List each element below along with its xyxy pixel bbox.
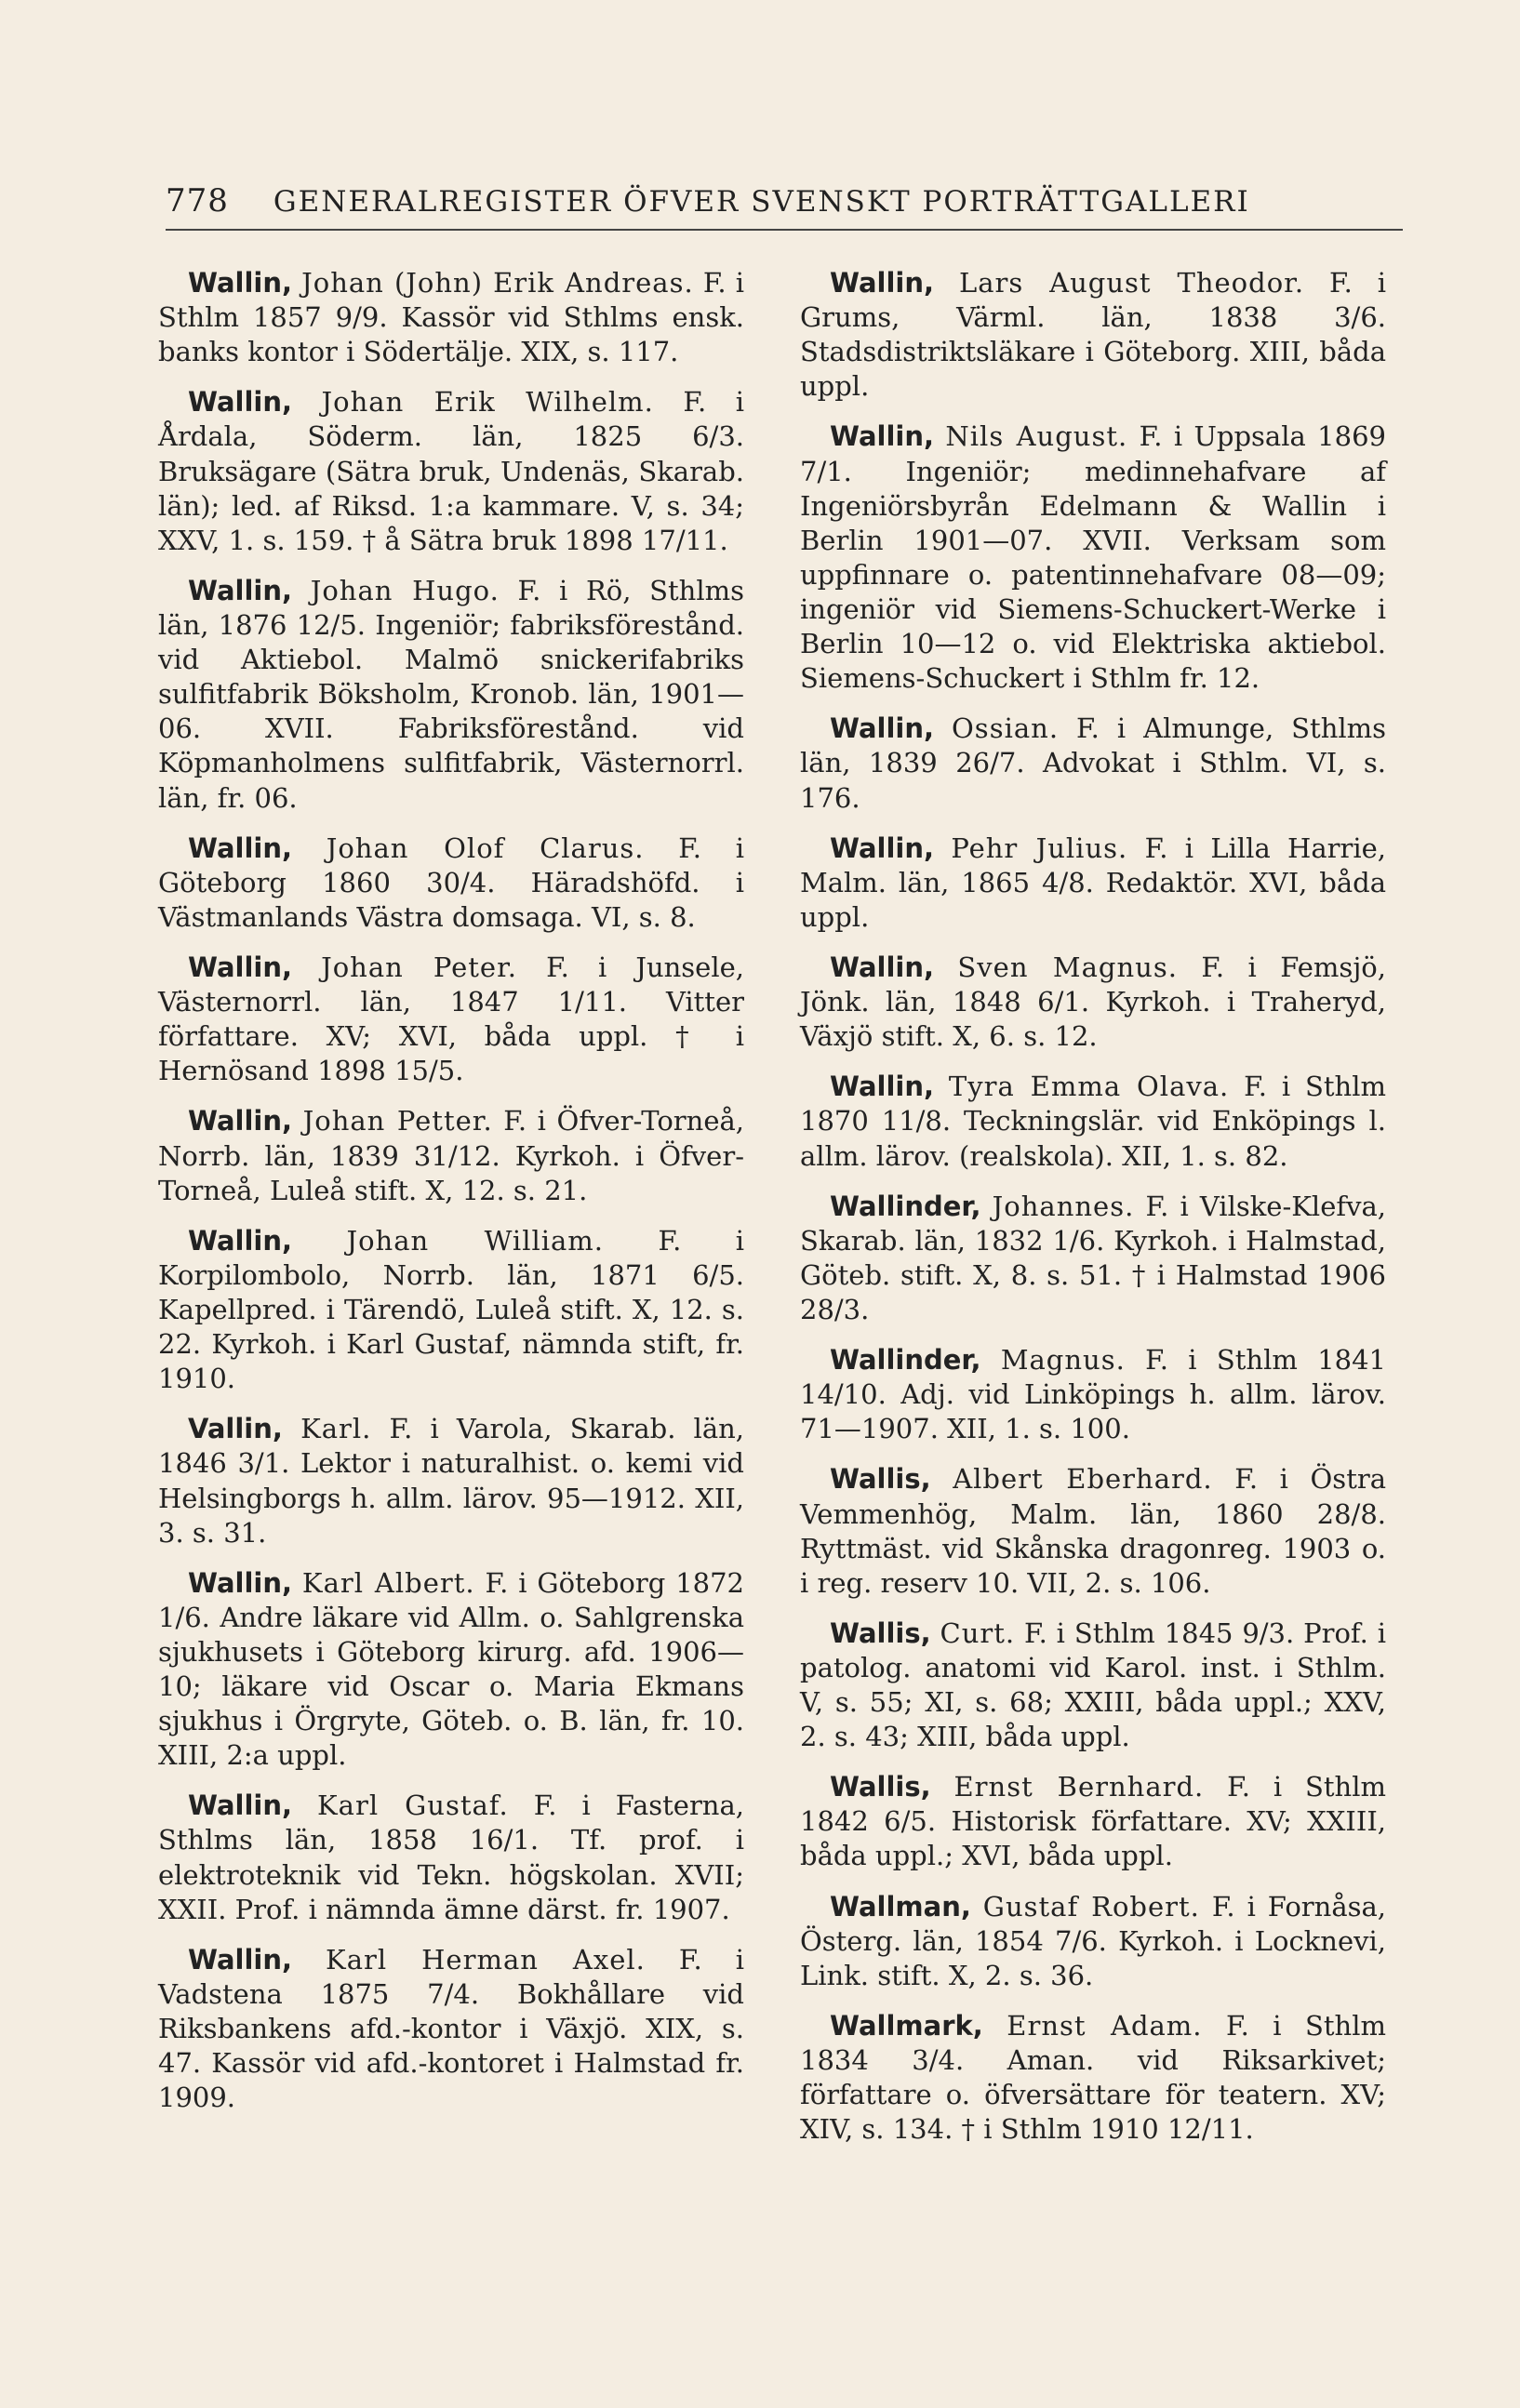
register-entry — [800, 951, 1386, 1054]
entry-details: F. i Lilla Harrie, Malm. län, 1865 4/8. Redaktör. XVI, båda uppl. — [800, 831, 1387, 933]
entry-surname: Vallin, — [188, 1413, 283, 1445]
entry-given-names: Johan Olof Clarus. — [326, 831, 645, 864]
entry-surname: Wallis, — [830, 1771, 931, 1803]
entry-given-names: Pehr Julius. — [951, 831, 1128, 864]
entry-details: F. i Sthlm 1845 9/3. Prof. i patolog. anatomi vid Karol. inst. i Sthlm. V, s. 55; XI, s. 68; XXIII, båda uppl.; XXV, 2. s. 43; XIII, båda uppl. — [800, 1616, 1386, 1753]
register-entry — [800, 831, 1386, 935]
register-entry — [158, 1566, 744, 1774]
entry-details: F. i Almunge, Sthlms län, 1839 26/7. Advokat i Sthlm. VI, s. 176. — [800, 712, 1387, 814]
entry-surname: Wallin, — [188, 831, 293, 864]
register-entry — [800, 419, 1386, 696]
register-entry — [158, 1789, 744, 1926]
entry-surname: Wallin, — [188, 574, 293, 606]
entry-details: F. i Sthlm 1834 3/4. Aman. vid Riksarkivet; författare o. öfversättare för teatern. XV; XIV, s. 134. † i Sthlm 1910 12/11. — [800, 2009, 1387, 2146]
register-entry — [800, 1890, 1386, 1993]
running-title: GENERALREGISTER ÖFVER SVENSKT PORTRÄTTGALLERI — [273, 185, 1250, 219]
register-entry — [800, 1770, 1386, 1873]
register-entry — [158, 266, 744, 369]
page-header — [166, 182, 1403, 231]
entry-details: F. i Göteborg 1872 1/6. Andre läkare vid Allm. o. Sahlgrenska sjukhusets i Göteborg kirurg. afd. 1906—10; läkare vid Oscar o. Maria Ekmans sjukhus i Örgryte, Göteb. o. B. län, fr. 10. XIII, 2:a uppl. — [158, 1566, 744, 1772]
register-entry — [158, 1104, 744, 1207]
entry-surname: Wallin, — [830, 831, 935, 864]
entry-given-names: Curt. — [940, 1616, 1016, 1649]
register-entry — [800, 1190, 1386, 1327]
entry-given-names: Karl Albert. — [301, 1566, 475, 1599]
entry-surname: Wallmark, — [830, 2009, 983, 2042]
register-entry — [158, 574, 744, 816]
entry-details: F. i Sthlm 1841 14/10. Adj. vid Linköpings h. allm. lärov. 71—1907. XII, 1. s. 100. — [800, 1344, 1387, 1445]
entry-surname: Wallin, — [188, 1566, 293, 1599]
entry-details: F. i Sthlm 1842 6/5. Historisk författare. XV; XXIII, båda uppl.; XVI, båda uppl. — [800, 1771, 1387, 1872]
entry-details: F. i Femsjö, Jönk. län, 1848 6/1. Kyrkoh. i Traheryd, Växjö stift. X, 6. s. 12. — [800, 951, 1386, 1053]
entry-given-names: Johan (John) Erik Andreas. — [301, 267, 694, 299]
entry-details: F. i Sthlm 1870 11/8. Teckningslär. vid Enköpings l. allm. lärov. (realskola). XII, 1. s. 82. — [800, 1071, 1386, 1172]
entry-surname: Wallis, — [830, 1616, 931, 1649]
entry-given-names: Albert Eberhard. — [953, 1463, 1213, 1496]
entry-details: F. i Östra Vemmenhög, Malm. län, 1860 28/8. Ryttmäst. vid Skånska dragonreg. 1903 o. i reg. reserv 10. VII, 2. s. 106. — [800, 1463, 1386, 1599]
entry-given-names: Karl Gustaf. — [317, 1789, 509, 1822]
entry-surname: Wallin, — [830, 420, 935, 453]
entry-surname: Wallin, — [830, 951, 935, 983]
entry-surname: Wallin, — [188, 1789, 293, 1822]
entry-given-names: Gustaf Robert. — [982, 1890, 1200, 1922]
entry-given-names: Nils August. — [945, 420, 1128, 453]
entry-details: F. i Varola, Skarab. län, 1846 3/1. Lektor i naturalhist. o. kemi vid Helsingborgs h. allm. lärov. 95—1912. XII, 3. s. 31. — [158, 1413, 745, 1549]
entry-surname: Wallin, — [188, 1105, 293, 1137]
entry-given-names: Johan Peter. — [321, 951, 517, 983]
entry-surname: Wallman, — [830, 1890, 971, 1922]
entry-surname: Wallis, — [830, 1463, 931, 1496]
register-entry — [158, 1943, 744, 2116]
register-entry — [800, 1343, 1386, 1446]
entry-surname: Wallin, — [188, 267, 293, 299]
register-entry — [800, 1462, 1386, 1600]
entry-details: F. i Sthlm 1857 9/9. Kassör vid Sthlms ensk. banks kontor i Södertälje. XIX, s. 117. — [158, 267, 745, 368]
entry-details: F. i Göteborg 1860 30/4. Häradshöfd. i Västmanlands Västra domsaga. VI, s. 8. — [158, 831, 744, 933]
register-entry — [800, 1070, 1386, 1173]
entry-details: F. i Öfver-Torneå, Norrb. län, 1839 31/12. Kyrkoh. i Öfver-Torneå, Luleå stift. X, 12. s. 21. — [158, 1105, 744, 1206]
entry-given-names: Johan William. — [346, 1224, 605, 1257]
entry-surname: Wallin, — [188, 386, 293, 419]
entry-given-names: Karl Herman Axel. — [326, 1943, 646, 1976]
entry-given-names: Johan Erik Wilhelm. — [321, 386, 654, 419]
page-number: 778 — [166, 182, 229, 220]
left-column — [158, 266, 744, 2131]
entry-given-names: Lars August Theodor. — [958, 267, 1305, 299]
entry-details: F. i Vadstena 1875 7/4. Bokhållare vid Riksbankens afd.-kontor i Växjö. XIX, s. 47. Kassör vid afd.-kontoret i Halmstad fr. 1909. — [158, 1943, 745, 2114]
entry-given-names: Karl. — [300, 1413, 372, 1445]
entry-given-names: Johan Petter. — [302, 1105, 493, 1137]
entry-details: F. i Korpilombolo, Norrb. län, 1871 6/5. Kapellpred. i Tärendö, Luleå stift. X, 12. s. 22. Kyrkoh. i Karl Gustaf, nämnda stift, fr. 1910. — [158, 1224, 744, 1395]
entry-details: F. i Årdala, Söderm. län, 1825 6/3. Bruksägare (Sätra bruk, Undenäs, Skarab. län); led. af Riksd. 1:a kammare. V, s. 34; XXV, 1. s. 159. † å Sätra bruk 1898 17/11. — [158, 386, 744, 556]
register-entry — [158, 385, 744, 558]
register-entry — [158, 1412, 744, 1550]
right-column — [800, 266, 1386, 2162]
entry-details: F. i Fasterna, Sthlms län, 1858 16/1. Tf. prof. i elektroteknik vid Tekn. högskolan. XVII; XXII. Prof. i nämnda ämne därst. fr. 1907. — [158, 1789, 744, 1925]
entry-given-names: Johan Hugo. — [310, 574, 500, 606]
register-entry — [800, 712, 1386, 815]
entry-given-names: Ossian. — [952, 712, 1060, 745]
entry-given-names: Ernst Adam. — [1007, 2009, 1203, 2042]
entry-surname: Wallin, — [830, 712, 935, 745]
entry-surname: Wallinder, — [830, 1190, 981, 1222]
entry-given-names: Sven Magnus. — [957, 951, 1178, 983]
entry-surname: Wallinder, — [830, 1344, 981, 1377]
entry-surname: Wallin, — [188, 951, 293, 983]
entry-surname: Wallin, — [830, 1071, 935, 1103]
entry-given-names: Ernst Bernhard. — [953, 1771, 1205, 1803]
register-entry — [800, 1616, 1386, 1754]
entry-given-names: Magnus. — [1000, 1344, 1126, 1377]
entry-details: F. i Uppsala 1869 7/1. Ingeniör; medinnehafvare af Ingeniörsbyrån Edelmann & Wallin i Berlin 1901—07. XVII. Verksam som uppfinnare o. patentinnehafvare 08—09; ingeniör vid Siemens-Schuckert-Werke i Berlin 10—12 o. vid Elektriska aktiebol. Siemens-Schuckert i Sthlm fr. 12. — [800, 420, 1386, 695]
entry-given-names: Tyra Emma Olava. — [948, 1071, 1230, 1103]
register-entry — [158, 831, 744, 935]
entry-surname: Wallin, — [188, 1224, 293, 1257]
entry-details: F. i Vilske-Klefva, Skarab. län, 1832 1/6. Kyrkoh. i Halmstad, Göteb. stift. X, 8. s. 51. † i Halmstad 1906 28/3. — [800, 1190, 1386, 1325]
register-entry — [158, 951, 744, 1088]
entry-surname: Wallin, — [830, 267, 935, 299]
entry-details: F. i Junsele, Västernorrl. län, 1847 1/11. Vitter författare. XV; XVI, båda uppl. † i Hernösand 1898 15/5. — [158, 951, 744, 1087]
entry-details: F. i Rö, Sthlms län, 1876 12/5. Ingeniör; fabriksförestånd. vid Aktiebol. Malmö snickerifabriks sulfitfabrik Böksholm, Kronob. län, 1901—06. XVII. Fabriksförestånd. vid Köpmanholmens sulfitfabrik, Västernorrl. län, fr. 06. — [158, 574, 745, 814]
entry-details: F. i Grums, Värml. län, 1838 3/6. Stadsdistriktsläkare i Göteborg. XIII, båda uppl. — [800, 267, 1387, 403]
entry-details: F. i Fornåsa, Österg. län, 1854 7/6. Kyrkoh. i Locknevi, Link. stift. X, 2. s. 36. — [800, 1890, 1387, 1991]
register-entry — [158, 1224, 744, 1397]
register-entry — [800, 2009, 1386, 2147]
entry-surname: Wallin, — [188, 1943, 293, 1976]
entry-given-names: Johannes. — [992, 1190, 1135, 1222]
register-entry — [800, 266, 1386, 404]
